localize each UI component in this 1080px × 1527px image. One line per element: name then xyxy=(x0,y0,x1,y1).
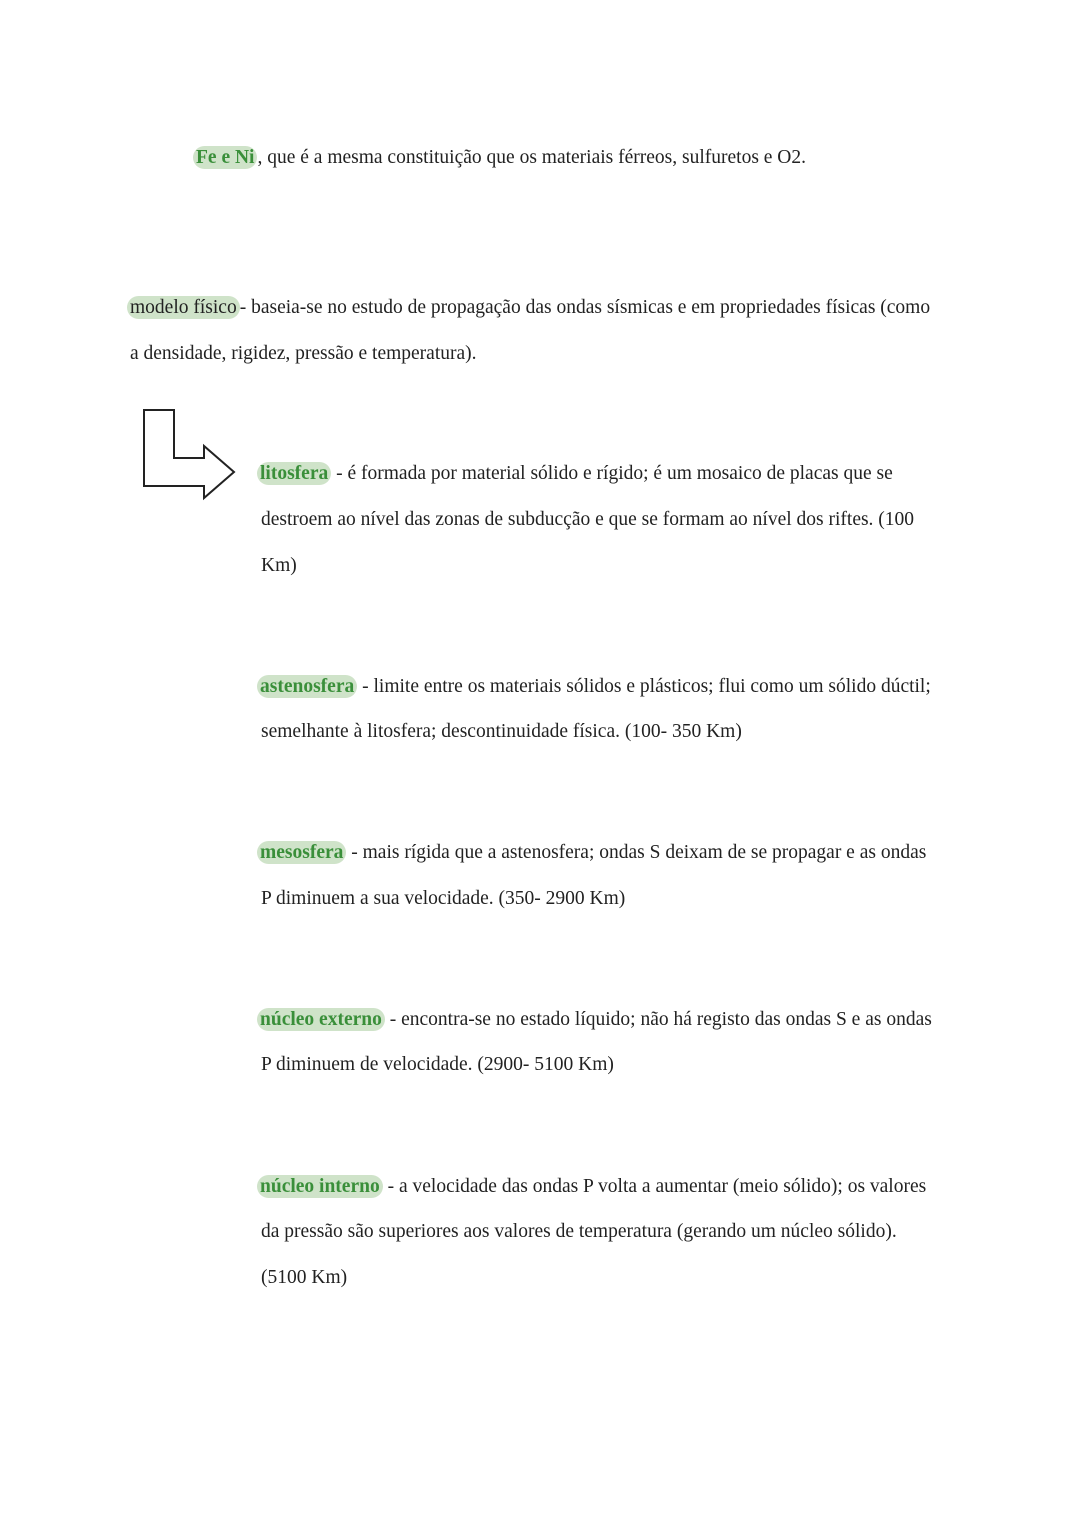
layer-litosfera-line-1 xyxy=(257,462,893,486)
model-text-2: a densidade, rigidez, pressão e temperatura). xyxy=(130,343,477,364)
layer-text: destroem ao nível das zonas de subducção e que se formam ao nível dos riftes. (100 xyxy=(261,509,915,530)
layer-text: - limite entre os materiais sólidos e plásticos; flui como um sólido dúctil; xyxy=(357,676,931,697)
layer-nucleo-interno-line-3 xyxy=(261,1266,347,1290)
layer-mesosfera-line-2 xyxy=(261,887,625,911)
term-highlight: núcleo externo xyxy=(257,1008,385,1031)
term-highlight: núcleo interno xyxy=(257,1175,383,1198)
layer-astenosfera-line-1 xyxy=(257,675,931,699)
layer-text: P diminuem a sua velocidade. (350- 2900 Km) xyxy=(261,888,626,909)
term-highlight: mesosfera xyxy=(257,841,346,864)
bent-arrow-right-icon xyxy=(140,406,240,502)
model-line-2 xyxy=(130,342,477,366)
term-highlight: modelo físico xyxy=(127,296,240,319)
term-highlight: litosfera xyxy=(257,462,331,485)
layer-astenosfera-line-2 xyxy=(261,720,742,744)
layer-text: P diminuem de velocidade. (2900- 5100 Km) xyxy=(261,1054,614,1075)
layer-text: semelhante à litosfera; descontinuidade física. (100- 350 Km) xyxy=(261,721,742,742)
model-line-1 xyxy=(127,296,930,320)
layer-mesosfera-line-1 xyxy=(257,841,926,865)
layer-text: - é formada por material sólido e rígido; é um mosaico de placas que se xyxy=(331,463,893,484)
intro-line xyxy=(193,146,806,170)
term-highlight: astenosfera xyxy=(257,675,357,698)
layer-nucleo-interno-line-2 xyxy=(261,1220,897,1244)
layer-text: - mais rígida que a astenosfera; ondas S deixam de se propagar e as ondas xyxy=(346,842,927,863)
layer-text: (5100 Km) xyxy=(261,1267,348,1288)
layer-litosfera-line-2 xyxy=(261,508,914,532)
intro-text: , que é a mesma constituição que os materiais férreos, sulfuretos e O2. xyxy=(257,147,807,168)
layer-text: da pressão são superiores aos valores de temperatura (gerando um núcleo sólido). xyxy=(261,1221,897,1242)
layer-nucleo-externo-line-2 xyxy=(261,1053,614,1077)
layer-nucleo-externo-line-1 xyxy=(257,1008,932,1032)
model-text-1: - baseia-se no estudo de propagação das ondas sísmicas e em propriedades físicas (como xyxy=(239,297,931,318)
layer-text: - encontra-se no estado líquido; não há registo das ondas S e as ondas xyxy=(384,1009,932,1030)
layer-text: - a velocidade das ondas P volta a aumentar (meio sólido); os valores xyxy=(382,1176,927,1197)
layer-text: Km) xyxy=(261,555,297,576)
layer-litosfera-line-3 xyxy=(261,554,297,578)
layer-nucleo-interno-line-1 xyxy=(257,1175,926,1199)
term-highlight: Fe e Ni xyxy=(193,146,257,169)
